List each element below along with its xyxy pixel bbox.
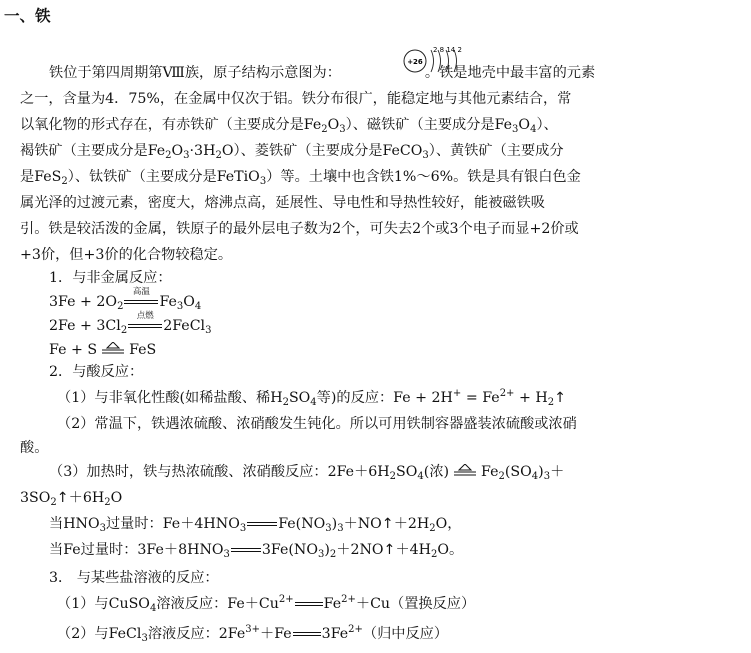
intro-line-7: 引。铁是较活泼的金属，铁原子的最外层电子数为2个，可失去2个或3个电子而显+2价或 bbox=[20, 221, 579, 237]
acid-reaction-3-cont: $3SO_2↑+6H_2O$ bbox=[20, 490, 123, 508]
intro-line-6: 属光泽的过渡元素，密度大，熔沸点高，延展性、导电性和导热性较好，能被磁铁吸 bbox=[20, 195, 545, 211]
section-2-title: 2．与酸反应： bbox=[49, 364, 144, 380]
intro-line-8: +3价，但+3价的化合物较稳定。 bbox=[20, 247, 233, 263]
reaction-fe-o2: $3Fe + 2O_2$ 高温 $Fe_3O_4$ bbox=[49, 287, 202, 312]
heat-symbol bbox=[453, 464, 477, 476]
section-1-title: 1．与非金属反应： bbox=[49, 270, 172, 286]
atom-nucleus-label: +26 bbox=[407, 58, 423, 66]
section-3-title: 3． 与某些盐溶液的反应： bbox=[49, 570, 219, 586]
intro-line-2: 之一，含量为4．75%，在金属中仅次于铝。铁分布很广，能稳定地与其他元素结合，常 bbox=[20, 91, 572, 107]
salt-reaction-2: （2）与FeCl$_3$溶液反应：$2Fe^{3+}+Fe$ $3Fe^{2+}$（归中反应） bbox=[57, 624, 449, 644]
reaction-fe-cl2: $2Fe + 3Cl_2$ 点燃 2FeCl$_3$ bbox=[49, 311, 212, 336]
acid-reaction-2: （2）常温下，铁遇浓硫酸、浓硝酸发生钝化。所以可用铁制容器盛装浓硫酸或浓硝 bbox=[57, 416, 577, 432]
atom-shell-label: 2 8 14 2 bbox=[433, 46, 462, 54]
intro-line-1: 铁位于第四周期第Ⅷ族，原子结构示意图为： 。铁是地壳中最丰富的元素 bbox=[49, 65, 596, 81]
salt-reaction-1: （1）与CuSO$_4$溶液反应：$Fe+Cu^{2+}$ $Fe^{2+}+Cu$（置换反应） bbox=[57, 594, 476, 614]
acid-reaction-3: （3）加热时，铁与热浓硫酸、浓硝酸反应：$2Fe+6H_2SO_4$(浓) $Fe_2(SO_4)_3+$ bbox=[49, 464, 565, 482]
heat-symbol bbox=[101, 342, 125, 354]
hno3-excess-reaction: 当$HNO_3$过量时：$Fe+4HNO_3$ $Fe(NO_3)_3+NO↑+2H_2O$， bbox=[49, 516, 462, 534]
intro-line-5: 是FeS$_2$）、钛铁矿（主要成分是FeTiO$_3$）等。土壤中也含铁1%～6%。铁是具有银白色金 bbox=[20, 169, 581, 187]
fe-excess-reaction: 当Fe过量时：$3Fe+8HNO_3$ $3Fe(NO_3)_2+2NO↑+4H_2O$。 bbox=[49, 542, 464, 560]
section-heading: 一、铁 bbox=[4, 7, 51, 25]
intro-line-3: 以氧化物的形式存在，有赤铁矿（主要成分是$Fe_2O_3$）、磁铁矿（主要成分是$Fe_3O_4$）、 bbox=[20, 117, 558, 135]
acid-reaction-2-cont: 酸。 bbox=[20, 440, 49, 456]
intro-line-4: 褐铁矿（主要成分是$Fe_2O_3\cdot 3H_2O$）、菱铁矿（主要成分是FeCO$_3$）、黄铁矿（主要成分 bbox=[20, 143, 564, 161]
acid-reaction-1: （1）与非氧化性酸(如稀盐酸、稀$H_2SO_4$等)的反应：$Fe + 2H^+ = Fe^{2+}$ + $H_2↑$ bbox=[57, 388, 566, 408]
reaction-fe-s: Fe + S FeS bbox=[49, 342, 157, 358]
